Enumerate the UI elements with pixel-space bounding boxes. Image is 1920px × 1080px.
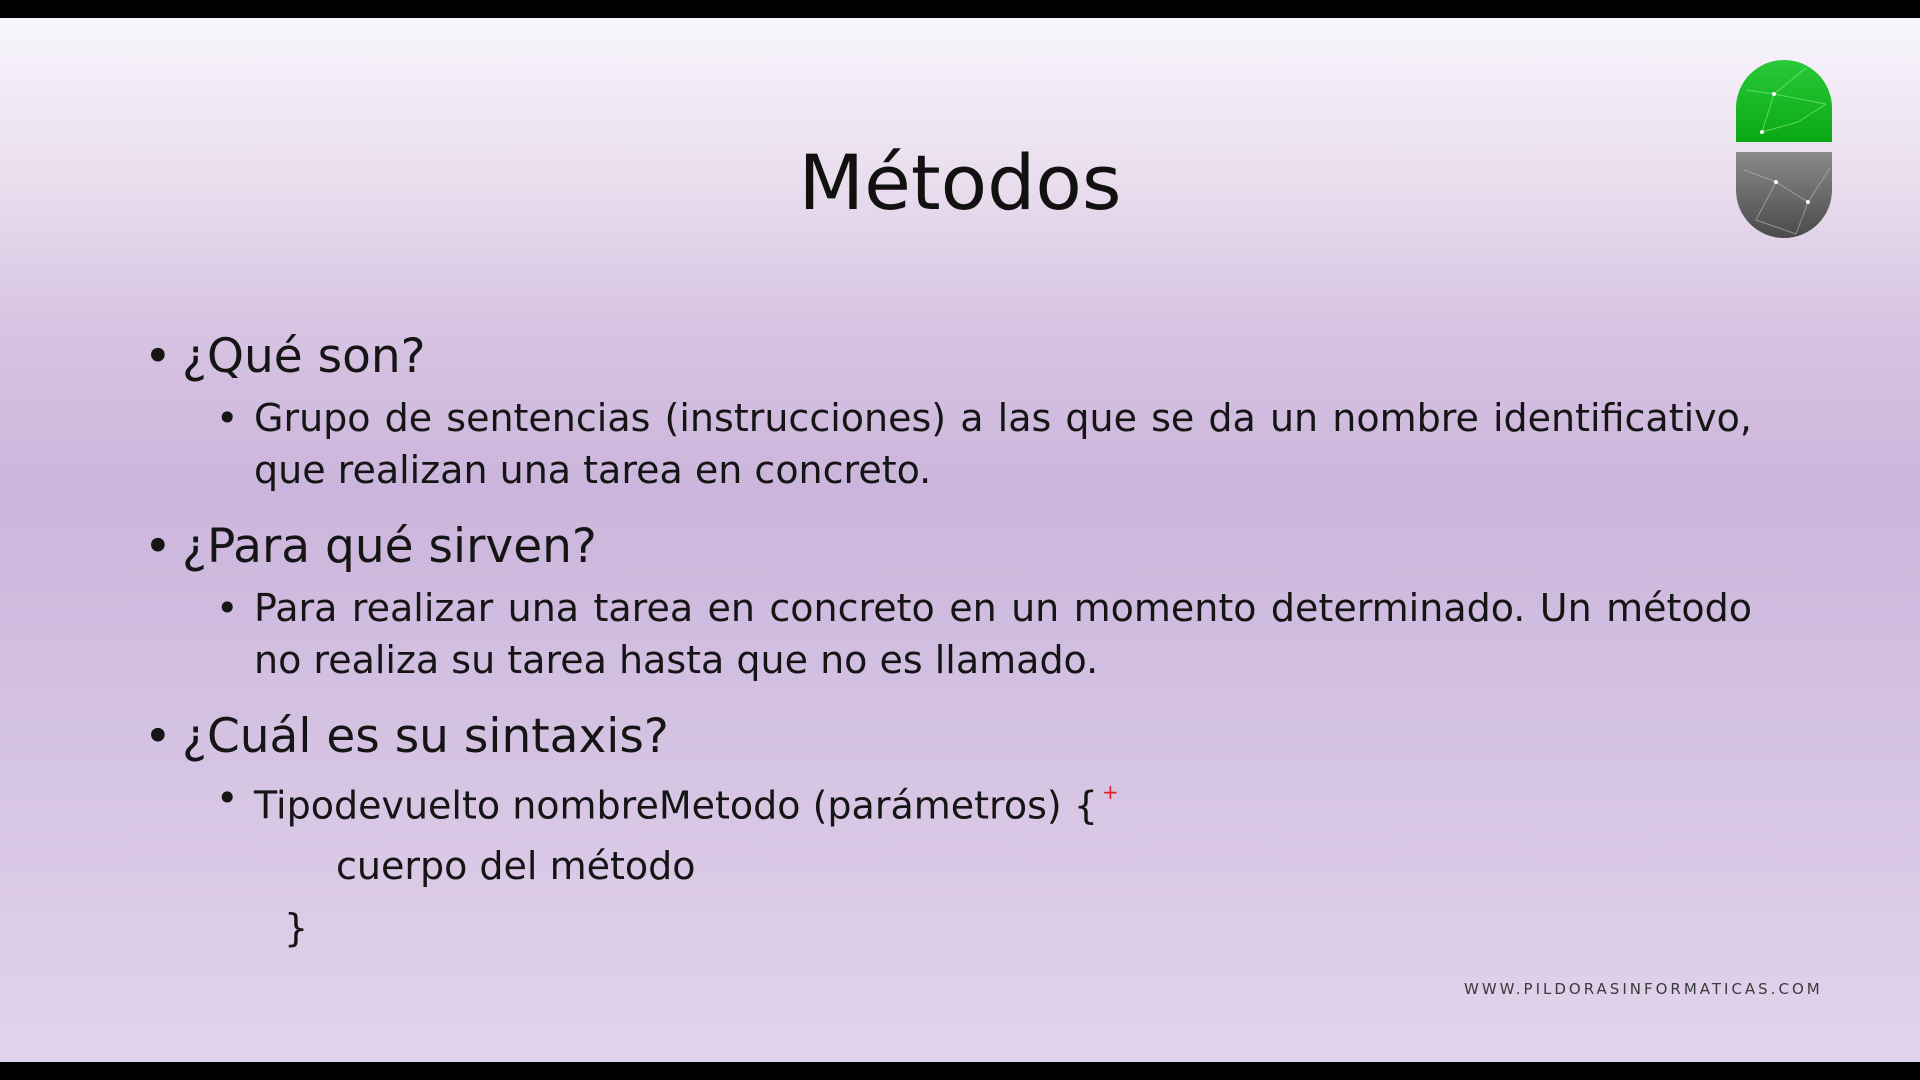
syntax-body: cuerpo del método: [336, 843, 696, 888]
bullet-dot: •: [144, 519, 172, 574]
detail-que-son: Grupo de sentencias (instrucciones) a las que se da un nombre identificativo, que realizan una tarea en concreto.: [254, 396, 1752, 492]
pildoras-logo-icon: [1736, 60, 1832, 238]
slide-content: [144, 326, 1784, 974]
heading-sintaxis: ¿Cuál es su sintaxis?: [182, 709, 669, 764]
bullet-dot: •: [216, 396, 239, 440]
heading-para-que-sirven: ¿Para qué sirven?: [182, 519, 597, 574]
red-plus-marker: +: [1101, 780, 1119, 804]
bullet-para-que-sirven: [144, 516, 1784, 578]
bullet-sintaxis: [144, 706, 1784, 768]
bullet-dot: •: [216, 776, 239, 820]
syntax-close: }: [284, 905, 309, 950]
bullet-dot: •: [216, 586, 239, 630]
detail-para-que-sirven: Para realizar una tarea en concreto en un momento determinado. Un método no realiza su tarea hasta que no es llamado.: [254, 586, 1752, 682]
bullet-dot: •: [144, 709, 172, 764]
bullet-que-son: [144, 326, 1784, 388]
syntax-signature: Tipodevuelto nombreMetodo (parámetros) {: [254, 783, 1098, 828]
bullet-dot: •: [144, 329, 172, 384]
sub-bullet-que-son: [144, 392, 1784, 496]
sub-bullet-para-que-sirven: [144, 582, 1784, 686]
slide-title: Métodos: [798, 138, 1122, 227]
slide: [0, 18, 1920, 1062]
sub-bullet-sintaxis: [144, 772, 1784, 954]
website-url: WWW.PILDORASINFORMATICAS.COM: [1464, 980, 1823, 998]
heading-que-son: ¿Qué son?: [182, 329, 426, 384]
